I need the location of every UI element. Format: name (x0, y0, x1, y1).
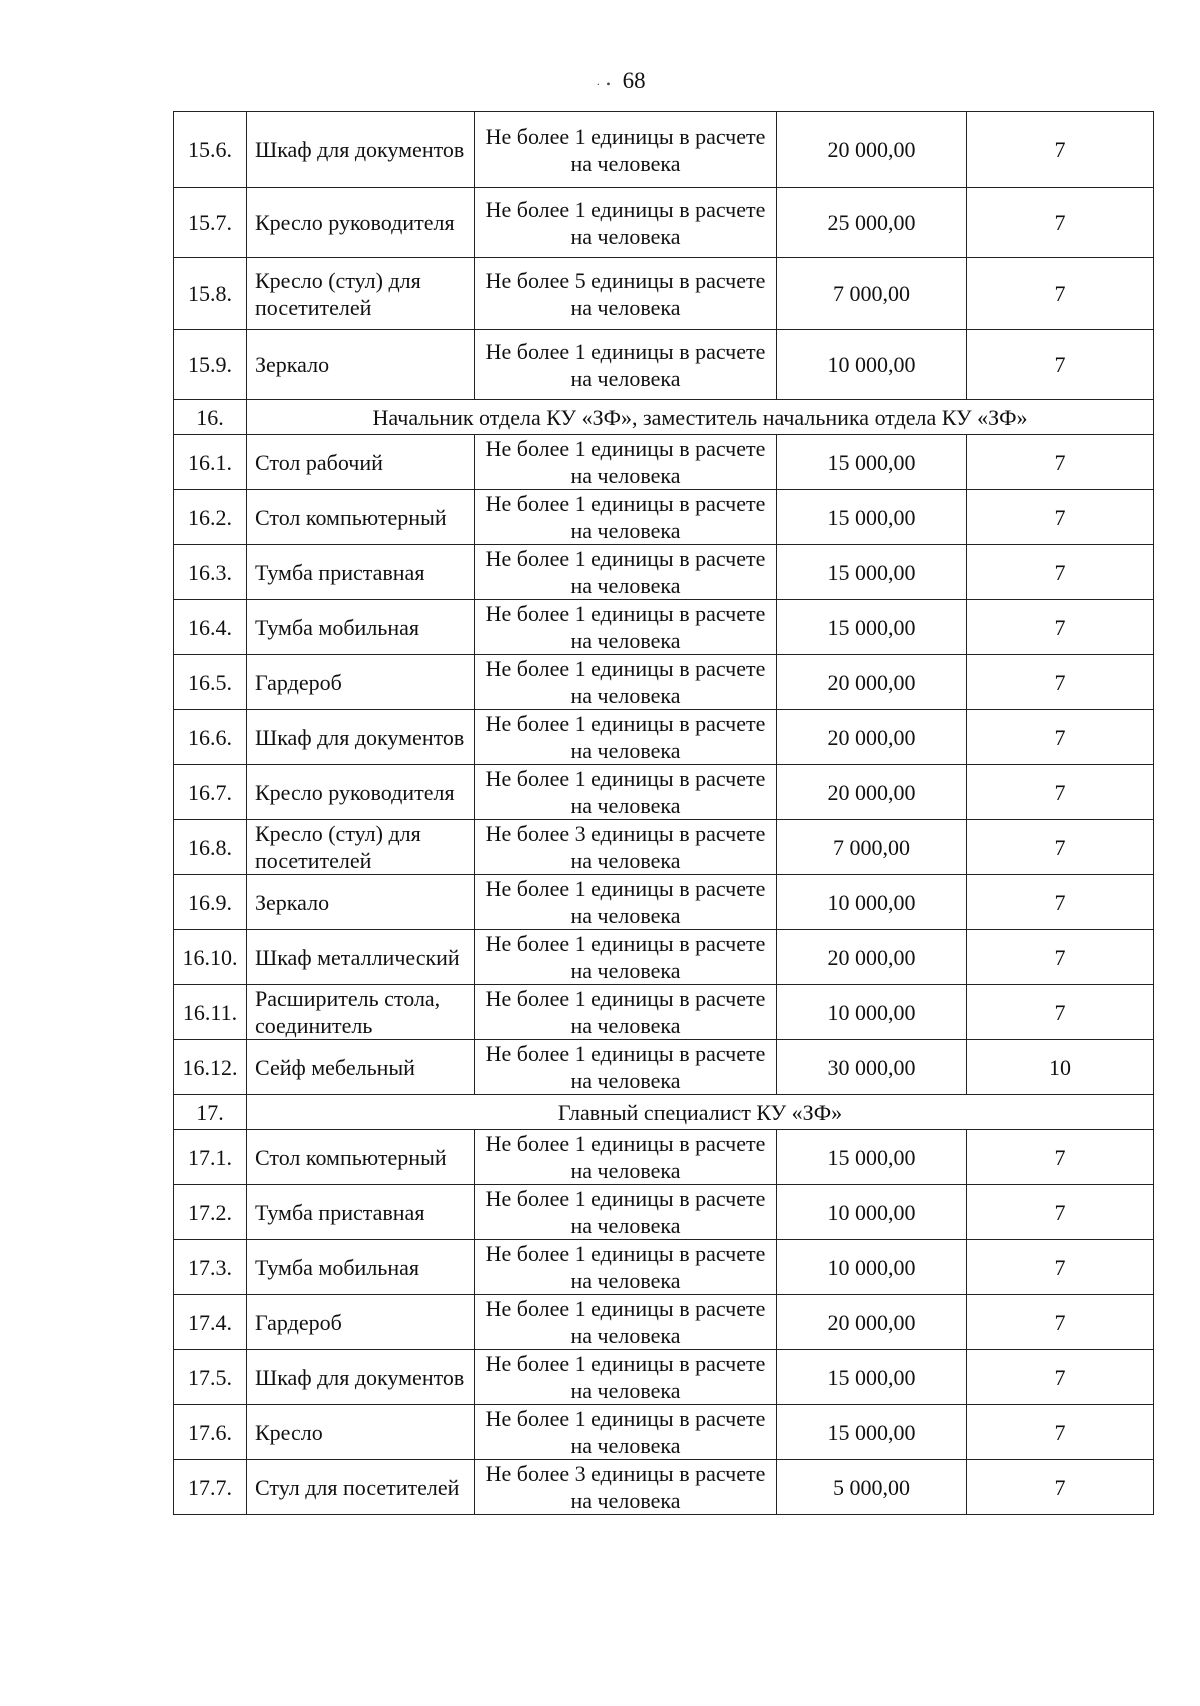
max-price: 10 000,00 (777, 1185, 967, 1240)
item-name: Сейф мебельный (247, 1040, 475, 1095)
max-price: 30 000,00 (777, 1040, 967, 1095)
group-header-row (174, 400, 1154, 435)
max-price: 15 000,00 (777, 490, 967, 545)
group-title: Главный специалист КУ «ЗФ» (247, 1095, 1154, 1130)
service-life: 7 (967, 930, 1154, 985)
row-number: 17.5. (174, 1350, 247, 1405)
table-row (174, 1040, 1154, 1095)
max-price: 10 000,00 (777, 985, 967, 1040)
service-life: 7 (967, 188, 1154, 258)
table-row (174, 435, 1154, 490)
max-price: 25 000,00 (777, 188, 967, 258)
item-name: Тумба приставная (247, 545, 475, 600)
row-number: 17.1. (174, 1130, 247, 1185)
item-name: Шкаф металлический (247, 930, 475, 985)
row-number: 17.7. (174, 1460, 247, 1515)
service-life: 7 (967, 490, 1154, 545)
item-name: Гардероб (247, 655, 475, 710)
row-number: 16.5. (174, 655, 247, 710)
quantity-norm: Не более 1 единицы в расчете на человека (475, 1350, 777, 1405)
quantity-norm: Не более 1 единицы в расчете на человека (475, 1405, 777, 1460)
group-code: 17. (174, 1095, 247, 1130)
service-life: 7 (967, 1460, 1154, 1515)
max-price: 10 000,00 (777, 330, 967, 400)
quantity-norm: Не более 1 единицы в расчете на человека (475, 1130, 777, 1185)
row-number: 16.2. (174, 490, 247, 545)
item-name: Тумба приставная (247, 1185, 475, 1240)
table-row (174, 112, 1154, 188)
item-name: Гардероб (247, 1295, 475, 1350)
service-life: 7 (967, 1295, 1154, 1350)
row-number: 15.6. (174, 112, 247, 188)
table-body (174, 112, 1154, 1515)
service-life: 7 (967, 985, 1154, 1040)
item-name: Зеркало (247, 330, 475, 400)
table-row (174, 1185, 1154, 1240)
max-price: 20 000,00 (777, 710, 967, 765)
row-number: 15.9. (174, 330, 247, 400)
table-row (174, 655, 1154, 710)
quantity-norm: Не более 1 единицы в расчете на человека (475, 435, 777, 490)
quantity-norm: Не более 1 единицы в расчете на человека (475, 1240, 777, 1295)
row-number: 16.11. (174, 985, 247, 1040)
quantity-norm: Не более 3 единицы в расчете на человека (475, 820, 777, 875)
item-name: Расширитель стола, соединитель (247, 985, 475, 1040)
quantity-norm: Не более 1 единицы в расчете на человека (475, 1185, 777, 1240)
service-life: 7 (967, 875, 1154, 930)
max-price: 7 000,00 (777, 820, 967, 875)
row-number: 16.7. (174, 765, 247, 820)
max-price: 10 000,00 (777, 1240, 967, 1295)
item-name: Кресло руководителя (247, 188, 475, 258)
quantity-norm: Не более 1 единицы в расчете на человека (475, 710, 777, 765)
table-row (174, 330, 1154, 400)
quantity-norm: Не более 1 единицы в расчете на человека (475, 545, 777, 600)
max-price: 15 000,00 (777, 600, 967, 655)
service-life: 7 (967, 1185, 1154, 1240)
row-number: 17.2. (174, 1185, 247, 1240)
quantity-norm: Не более 5 единицы в расчете на человека (475, 258, 777, 330)
row-number: 16.6. (174, 710, 247, 765)
item-name: Кресло (247, 1405, 475, 1460)
max-price: 20 000,00 (777, 655, 967, 710)
table-row (174, 188, 1154, 258)
item-name: Шкаф для документов (247, 112, 475, 188)
row-number: 16.10. (174, 930, 247, 985)
quantity-norm: Не более 1 единицы в расчете на человека (475, 1295, 777, 1350)
service-life: 7 (967, 1240, 1154, 1295)
item-name: Стол компьютерный (247, 490, 475, 545)
service-life: 7 (967, 330, 1154, 400)
service-life: 7 (967, 1130, 1154, 1185)
quantity-norm: Не более 1 единицы в расчете на человека (475, 330, 777, 400)
table-row (174, 930, 1154, 985)
table-row (174, 875, 1154, 930)
row-number: 16.9. (174, 875, 247, 930)
table-row (174, 1240, 1154, 1295)
item-name: Кресло руководителя (247, 765, 475, 820)
quantity-norm: Не более 1 единицы в расчете на человека (475, 765, 777, 820)
table-row (174, 1460, 1154, 1515)
table-row (174, 490, 1154, 545)
row-number: 16.1. (174, 435, 247, 490)
max-price: 15 000,00 (777, 1130, 967, 1185)
row-number: 17.6. (174, 1405, 247, 1460)
row-number: 16.4. (174, 600, 247, 655)
table-row (174, 1295, 1154, 1350)
row-number: 16.12. (174, 1040, 247, 1095)
table-row (174, 765, 1154, 820)
item-name: Тумба мобильная (247, 600, 475, 655)
service-life: 7 (967, 710, 1154, 765)
row-number: 17.4. (174, 1295, 247, 1350)
service-life: 7 (967, 545, 1154, 600)
row-number: 17.3. (174, 1240, 247, 1295)
scan-dots: ·• (596, 77, 617, 91)
item-name: Стол компьютерный (247, 1130, 475, 1185)
group-code: 16. (174, 400, 247, 435)
service-life: 10 (967, 1040, 1154, 1095)
quantity-norm: Не более 1 единицы в расчете на человека (475, 655, 777, 710)
table-row (174, 600, 1154, 655)
item-name: Стол рабочий (247, 435, 475, 490)
table-row (174, 820, 1154, 875)
table-row (174, 710, 1154, 765)
service-life: 7 (967, 1405, 1154, 1460)
max-price: 20 000,00 (777, 765, 967, 820)
item-name: Кресло (стул) для посетителей (247, 820, 475, 875)
quantity-norm: Не более 1 единицы в расчете на человека (475, 930, 777, 985)
page-number-value: 68 (622, 68, 646, 93)
quantity-norm: Не более 1 единицы в расчете на человека (475, 875, 777, 930)
table-row (174, 1405, 1154, 1460)
row-number: 16.3. (174, 545, 247, 600)
max-price: 20 000,00 (777, 930, 967, 985)
max-price: 15 000,00 (777, 545, 967, 600)
item-name: Шкаф для документов (247, 1350, 475, 1405)
service-life: 7 (967, 258, 1154, 330)
service-life: 7 (967, 112, 1154, 188)
quantity-norm: Не более 1 единицы в расчете на человека (475, 490, 777, 545)
group-header-row (174, 1095, 1154, 1130)
row-number: 15.8. (174, 258, 247, 330)
service-life: 7 (967, 1350, 1154, 1405)
item-name: Кресло (стул) для посетителей (247, 258, 475, 330)
max-price: 5 000,00 (777, 1460, 967, 1515)
table-row (174, 985, 1154, 1040)
max-price: 15 000,00 (777, 1405, 967, 1460)
table-row (174, 258, 1154, 330)
max-price: 15 000,00 (777, 1350, 967, 1405)
service-life: 7 (967, 820, 1154, 875)
service-life: 7 (967, 600, 1154, 655)
row-number: 15.7. (174, 188, 247, 258)
service-life: 7 (967, 765, 1154, 820)
max-price: 15 000,00 (777, 435, 967, 490)
service-life: 7 (967, 655, 1154, 710)
table-row (174, 1350, 1154, 1405)
item-name: Стул для посетителей (247, 1460, 475, 1515)
row-number: 16.8. (174, 820, 247, 875)
quantity-norm: Не более 1 единицы в расчете на человека (475, 188, 777, 258)
table-row (174, 1130, 1154, 1185)
max-price: 7 000,00 (777, 258, 967, 330)
table-row (174, 545, 1154, 600)
quantity-norm: Не более 1 единицы в расчете на человека (475, 1040, 777, 1095)
quantity-norm: Не более 1 единицы в расчете на человека (475, 985, 777, 1040)
max-price: 20 000,00 (777, 112, 967, 188)
max-price: 20 000,00 (777, 1295, 967, 1350)
item-name: Зеркало (247, 875, 475, 930)
max-price: 10 000,00 (777, 875, 967, 930)
page-number (0, 68, 1200, 94)
quantity-norm: Не более 1 единицы в расчете на человека (475, 112, 777, 188)
quantity-norm: Не более 3 единицы в расчете на человека (475, 1460, 777, 1515)
item-name: Шкаф для документов (247, 710, 475, 765)
group-title: Начальник отдела КУ «ЗФ», заместитель начальника отдела КУ «ЗФ» (247, 400, 1154, 435)
item-name: Тумба мобильная (247, 1240, 475, 1295)
service-life: 7 (967, 435, 1154, 490)
quantity-norm: Не более 1 единицы в расчете на человека (475, 600, 777, 655)
furniture-norms-table (173, 111, 1154, 1515)
